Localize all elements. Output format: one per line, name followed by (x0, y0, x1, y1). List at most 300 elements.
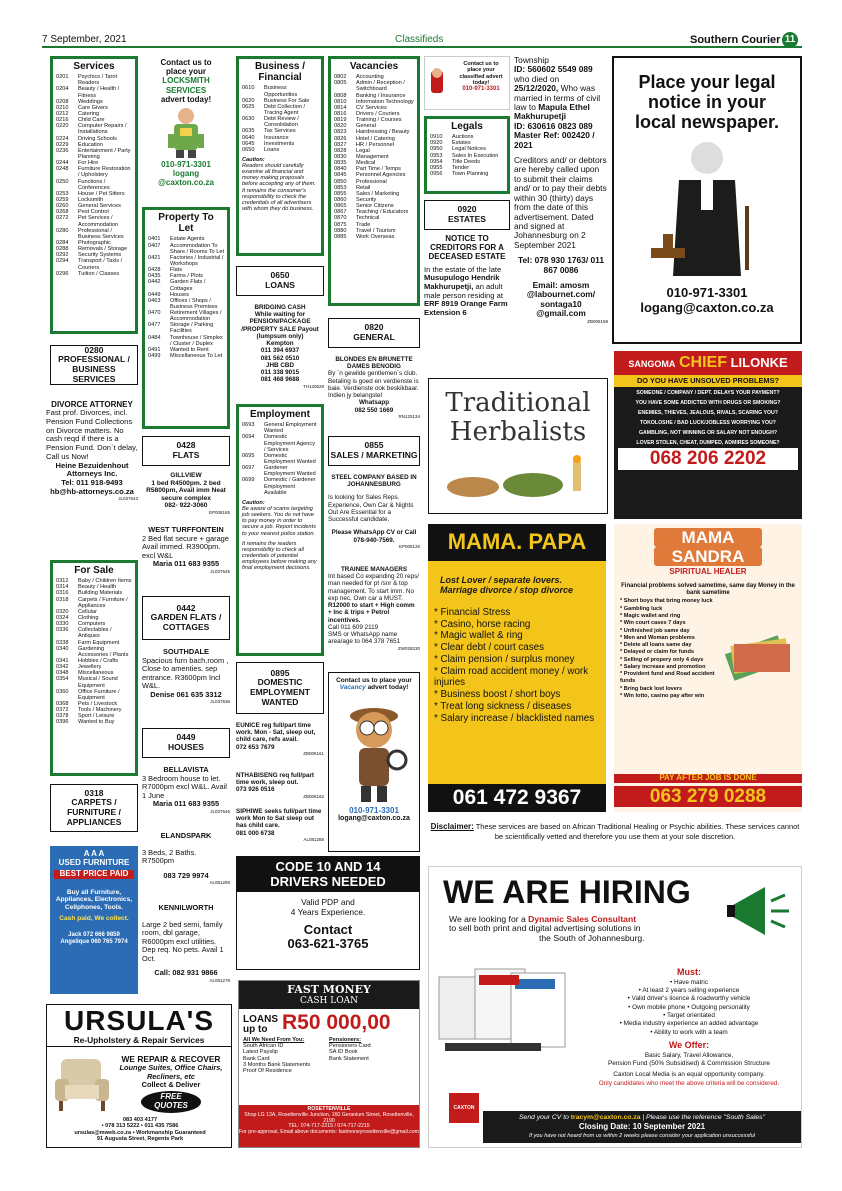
promo-line: advert today! (367, 684, 409, 692)
promo-line: classified advert (459, 73, 503, 80)
list-item: * Win court cases 7 days (620, 620, 686, 627)
category-label: CARPETS / FURNITURE / APPLIANCES (66, 797, 122, 827)
ad-title: URSULA'S (64, 1005, 214, 1036)
index-label: Miscellaneous To Let (170, 353, 223, 360)
index-label: House / Pet Sitters (78, 190, 125, 197)
index-code: 0342 (56, 664, 69, 671)
money-icon (724, 624, 794, 684)
list-item: YOU HAVE SOME ADDICTED WITH DRUGS OR SMOKING? (635, 400, 781, 407)
index-label: Drivers / Couriers (356, 111, 400, 118)
index-code: 0312 (56, 578, 69, 585)
ad-line: CHIEF (678, 354, 727, 371)
index-label: Farm Equipment (78, 639, 120, 646)
legal-notice-promo (612, 56, 802, 344)
ad-body: 3 Bedroom house to let. R7000pm excl W&L. Avail 1 June (142, 773, 227, 800)
index-code: 0280 (56, 227, 69, 234)
ad-phone: TEL: 074-717-2215 / 074-717-2215 (288, 1123, 370, 1130)
property-list (145, 236, 227, 359)
ad-ref: RN125134 (398, 413, 420, 419)
index-code: 0354 (56, 676, 69, 683)
index-code: 0318 (56, 596, 69, 603)
index-label: Security (356, 197, 377, 203)
ad-line: Send your CV to (519, 1114, 569, 1121)
bellavista-ad (142, 766, 230, 826)
list-item: LOVER STOLEN, CHEAT, DUMPED, ADMIRES SOMEONE? (636, 439, 780, 446)
notice-text: Who was married in terms of civil law to (514, 83, 601, 113)
requirements-heading: All We Need From You: (243, 1036, 305, 1043)
ad-title: BLONDES EN BRUNETTE DAMES BENODIG (335, 356, 413, 371)
promo-line: SERVICES (165, 85, 207, 95)
index-code: 0853 (334, 184, 347, 191)
index-label: Computer Repairs / Installations (78, 123, 127, 136)
index-label: Catering (78, 111, 100, 118)
index-code: 0372 (56, 707, 69, 714)
category-number: 0449 (176, 732, 196, 743)
vacancy-promo (328, 672, 420, 852)
index-code: 0268 (56, 209, 69, 216)
category-0318 (50, 784, 138, 832)
ad-firm: Heine Bezuidenhout Attorneys Inc. (55, 460, 129, 479)
index-label: Domestic / Gardener Employment Available (264, 477, 316, 496)
notice-text: Township (514, 56, 549, 65)
category-0280 (50, 345, 138, 385)
index-code: 0840 (334, 166, 347, 173)
index-row (56, 646, 132, 658)
promo-phone: 010-971-3301 (666, 285, 748, 301)
list-item: South African ID (243, 1043, 284, 1050)
list-item: * Delete all loans same day (620, 642, 692, 649)
category-0442 (142, 596, 230, 640)
ad-phone: 072 653 7679 (236, 743, 275, 751)
notice-creditors (424, 234, 510, 368)
category-number: 0442 (176, 602, 196, 613)
index-label: Accounting (356, 74, 384, 81)
ad-body: Int based Co expanding 20 reps/ man needed for pt /snr & top management. To start imm. No exp nec. Own car a MUST. (328, 573, 420, 602)
list-item: • Have matric (669, 978, 709, 986)
list-item: * Magic wallet and ring (620, 612, 681, 619)
index-code: 0236 (56, 147, 69, 154)
mama-papa-ad (428, 524, 606, 812)
ad-body: Is looking for Sales Reps. Experience, Own Car & Nights Out Are Essential for a Successful candidate. (328, 494, 414, 524)
ad-ref: AL081288 (303, 836, 324, 842)
ad-line: BEST PRICE PAID (54, 870, 134, 879)
list-item: * Gambling luck (620, 605, 663, 612)
category-number: 0318 (84, 787, 104, 798)
list-item: Pensioners Card (329, 1043, 371, 1050)
ad-line: PAY AFTER JOB IS DONE (614, 774, 802, 783)
index-code: 0860 (334, 197, 347, 203)
index-code: 0850 (334, 178, 347, 185)
index-row (148, 353, 224, 359)
ad-ref: JL037643 (118, 496, 138, 502)
list-item: Pension Fund (50% Subsidised) & Commission Structure (608, 1060, 770, 1067)
index-label: Tender (452, 164, 470, 171)
index-code: 0802 (334, 74, 347, 81)
ad-line: LOANS (243, 1013, 278, 1025)
vacancies-title: Vacancies (349, 61, 399, 72)
index-label: Computers (78, 621, 106, 628)
employment-title: Employment (249, 409, 310, 420)
ad-line: LILONKE (730, 355, 788, 370)
index-label: Town Planning (452, 171, 489, 178)
herbs-icon (433, 451, 603, 501)
promo-line: Vacancy (339, 684, 366, 692)
index-code: 0201 (56, 74, 69, 81)
ad-phone: 083 729 9974 (163, 870, 209, 880)
index-code: 0625 (242, 103, 255, 110)
index-code: 0885 (334, 233, 347, 240)
loan-amount: R50 000,00 (282, 1011, 391, 1035)
index-label: Removals / Storage (78, 246, 128, 253)
index-label: General Employment Wanted (264, 422, 317, 435)
disclaimer-text: These services are based on African Traditional Healing or Psychic abilities. These services cannot be scientifically vetted and therefore you use them at your sole discretion. (475, 822, 800, 841)
ad-phone: 061 472 9367 (428, 784, 606, 812)
promo-line: Contact us to (160, 58, 212, 67)
index-label: Sport / Leisure (78, 713, 115, 720)
index-label: Collectables / Antiques (78, 627, 112, 640)
index-code: 0259 (56, 197, 69, 203)
promo-email-domain: @caxton.co.za (158, 178, 214, 188)
ad-line: R12000 to start + High comm + Inc & trips + Petrol incentives. (328, 602, 415, 624)
index-code: 0204 (56, 86, 69, 93)
caution-text: Be aware of scams targeting job seekers. You do not have to pay money in order to secure a job. Report incidents to your nearest police station. (242, 506, 317, 537)
index-label: Sales / Marketing (356, 190, 400, 197)
index-label: Tuition / Classes (78, 270, 120, 277)
promo-line: place your (165, 67, 206, 77)
list-item: • Ability to work with a team (650, 1028, 728, 1036)
ad-phone: Maria 011 683 9355 (152, 799, 220, 809)
list-item: • Own mobile phone • Outgoing personality (628, 1003, 750, 1011)
ad-line: up to (243, 1023, 268, 1035)
locksmith-figure-icon (156, 106, 216, 158)
index-code: 0229 (56, 141, 69, 148)
index-code: 0470 (148, 310, 161, 317)
list-item: SOMEONE / COMPANY / DEPT. DELAYS YOUR PAYMENT? (636, 390, 780, 397)
index-row (148, 322, 224, 334)
ad-phone: 081 468 9688 (260, 376, 300, 384)
index-label: Training / Courses (356, 117, 402, 124)
index-code: 0288 (56, 246, 69, 253)
ad-title: STEEL COMPANY BASED IN JOHANNESBURG (331, 474, 417, 489)
promo-line: Contact us to place your (336, 677, 412, 684)
index-label: Estates (452, 140, 471, 147)
index-label: Trade (356, 221, 371, 228)
index-code: 0816 (334, 111, 347, 118)
ad-title: BRIDGING CASH (254, 304, 306, 311)
index-label: Office Furniture / Equipment (78, 688, 120, 701)
list-item: * Selling of propery only 4 days (620, 656, 704, 663)
list-item: • At least 2 years selling experience (638, 987, 740, 995)
sangoma-ad (614, 351, 802, 519)
ad-email: For pre-approval, Email above documents: fastmoneyrosettenville@gmail.com (239, 1129, 419, 1136)
index-code: 0407 (148, 242, 161, 249)
index-label: Business For Sale (264, 97, 310, 104)
index-label: Title Deeds (452, 158, 481, 165)
business-index (236, 56, 324, 256)
category-label: HOUSES (168, 742, 204, 752)
closing-date: Closing Date: 10 September 2021 (578, 1122, 706, 1132)
ad-body: While waiting for PENSION/PACKAGE /PROPERTY SALE Payout (lumpsum only) (241, 311, 319, 340)
index-label: Gardening Accessories / Plants (78, 645, 129, 658)
index-code: 0499 (148, 353, 161, 360)
index-label: Banking / Insurance (356, 92, 406, 99)
index-code: 0341 (56, 658, 69, 665)
trainee-managers-ad (328, 566, 420, 668)
caution-text: Readers should carefully examine all financial and money making proposals before accepting any of them. It remains the consumer's responsibility to check the credentials of all advertisers with whom they do business. (242, 163, 316, 213)
category-0920 (424, 200, 510, 230)
ad-ref: ZW028230 (397, 645, 420, 651)
index-row (242, 116, 318, 128)
index-label: Child Care (78, 117, 105, 124)
index-label: Hotel / Catering (356, 135, 395, 142)
index-code: 0296 (56, 270, 69, 277)
requirements-list (243, 1043, 329, 1074)
index-label: Domestic Employment Wanted (264, 452, 316, 466)
index-label: Pest Control (78, 209, 109, 216)
index-label: Functions / Conferences (78, 178, 110, 191)
index-label: Debt Review / Consolidation (264, 116, 299, 129)
index-code: 0695 (242, 452, 255, 459)
ad-line: Kempton (266, 340, 294, 348)
index-row (56, 689, 132, 701)
index-code: 0244 (56, 160, 69, 167)
index-code: 0699 (242, 477, 255, 484)
list-item: Bank Card (243, 1055, 270, 1062)
index-label: Professional (356, 178, 387, 185)
index-label: HR / Personnel (356, 141, 394, 148)
ad-line: Whatsapp (358, 399, 390, 407)
sangoma-header (614, 351, 802, 375)
ad-line: A A A (83, 849, 105, 858)
ad-body: EUNICE reg full/part time work. Mon - Sat, sleep out, child care, refs avail. (236, 722, 316, 744)
list-item: 3 Months Bank Statements (243, 1061, 311, 1068)
index-code: 0635 (242, 128, 255, 135)
ad-ref: ZB006159 (587, 318, 608, 324)
index-code: 0260 (56, 203, 69, 210)
index-label: Insurance (264, 134, 289, 141)
index-label: Retail (356, 184, 371, 191)
index-code: 0875 (334, 221, 347, 228)
index-code: 0284 (56, 239, 69, 246)
siphiwe-ad (236, 808, 324, 852)
ad-body: By `n gewilde gentlemen`s club. Betaling is goed en verdienste is baie. Verdienste ook beskikbaar. Indien jy belangstel (328, 370, 419, 400)
ad-body: NTHABISENG req full/part time work, sleep out. (236, 772, 315, 787)
index-code: 0640 (242, 134, 255, 141)
fast-money-header (239, 981, 419, 1009)
notice-text: In the estate of the late (424, 264, 502, 274)
vacancies-list (331, 74, 417, 240)
index-code: 0212 (56, 111, 69, 118)
ad-ref: AL081289 (209, 880, 230, 886)
ad-body: SIPHIWE seeks full/part time work Mon to Sat sleep out has child care. (236, 808, 322, 830)
category-0650 (236, 266, 324, 296)
disclaimer-heading: Disclaimer: (430, 822, 474, 831)
index-label: Baby / Children Items (78, 578, 132, 585)
category-label: PROFESSIONAL / BUSINESS SERVICES (58, 354, 130, 384)
index-label: Senior Citizens (356, 203, 394, 210)
ad-phone: 011 338 9015 (260, 369, 300, 377)
eunice-ad (236, 722, 324, 770)
category-number: 0820 (364, 322, 384, 333)
index-label: Management (356, 154, 389, 161)
index-label: Beauty / Health (78, 584, 117, 591)
index-code: 0820 (334, 123, 347, 130)
ad-title: KENNILWORTH (158, 904, 214, 912)
ad-line: Collect & Deliver (141, 1079, 201, 1089)
index-label: Legal Notices (452, 146, 486, 153)
notice-email: @labournet.com/ (526, 289, 596, 300)
loan-amount-row (239, 1009, 419, 1037)
index-label: Work Overseas (356, 233, 395, 240)
index-label: Teaching / Educators (356, 209, 409, 216)
index-code: 0880 (334, 227, 347, 234)
deceased-id: ID: 560602 5549 089 (514, 64, 593, 75)
ad-line: Cash paid, We collect. (59, 914, 129, 922)
index-label: Offices / Shops / Business Premises (170, 297, 218, 310)
index-row (56, 719, 132, 725)
list-item: Bank Statement (329, 1055, 369, 1062)
spouse-name: Mapula Ethel Makhurupetji (514, 102, 590, 122)
services-title: Services (73, 61, 115, 72)
index-row (56, 123, 132, 135)
index-label: Domestic Employment Agency / Services (264, 434, 315, 453)
index-code: 0491 (148, 346, 161, 353)
blondes-ad (328, 356, 420, 428)
ad-email: hb@hb-attorneys.co.za (50, 486, 134, 496)
index-code: 0808 (334, 92, 347, 99)
index-row (242, 477, 318, 495)
ad-title: SANDRA (654, 547, 762, 566)
elandspark-ad (142, 832, 230, 902)
index-code: 0826 (334, 135, 347, 142)
fast-money-footer (239, 1105, 419, 1147)
index-code: 0428 (148, 267, 161, 274)
promo-email-user: logang (172, 169, 200, 179)
legals-list (427, 134, 507, 177)
list-item: ENEMIES, THIEVES, JEALOUS, RIVALS, SCARING YOU? (638, 409, 778, 416)
ad-line: Buy all Furniture, Appliances, Electronics, Cellphones, Tools. (55, 888, 133, 911)
index-code: 0224 (56, 135, 69, 142)
category-number: 0428 (176, 440, 196, 451)
category-label: GARDEN FLATS / COTTAGES (150, 612, 222, 632)
index-code: 0630 (242, 116, 255, 123)
index-row (242, 465, 318, 477)
ad-body: 2 Bed flat secure + garage Avail immed. R3900pm. excl W&L (142, 533, 229, 560)
ad-phone: Jack 072 666 9859 (68, 932, 120, 939)
index-code: 0294 (56, 258, 69, 265)
index-code: 0324 (56, 615, 69, 622)
steel-company-ad (328, 474, 420, 562)
index-label: General Services (78, 203, 121, 210)
hiring-role: Dynamic Sales Consultant (528, 913, 637, 924)
list-item: • Valid driver's licence & roadworthy vehicle (627, 995, 751, 1003)
issue-date: 7 September, 2021 (42, 34, 127, 45)
ad-phone: Call: 082 931 9866 (154, 968, 218, 978)
list-item: * Men and Woman problems (620, 634, 695, 641)
forsale-list (53, 578, 135, 725)
ad-body: 3 Beds, 2 Baths. R7500pm (142, 847, 197, 866)
index-row (242, 453, 318, 465)
notice-tel: Tel: 078 930 1763/ 011 867 0086 (518, 255, 604, 275)
index-row (242, 422, 318, 434)
hiring-ad (428, 866, 802, 1148)
index-row (242, 85, 318, 97)
index-label: Security Systems (78, 252, 122, 259)
index-label: Tax Services (264, 128, 296, 135)
index-label: Loans (264, 146, 280, 153)
list-item: * Casino, horse racing (434, 618, 531, 630)
index-row (56, 74, 132, 86)
index-code: 0316 (56, 590, 69, 597)
ad-title: WEST TURFFONTEIN (148, 526, 224, 534)
index-label: Pet Services / Accommodation (78, 215, 119, 228)
index-code: 0449 (148, 291, 161, 298)
index-row (56, 228, 132, 240)
list-item: • Media industry experience an added advantage (619, 1020, 759, 1028)
index-label: Debt Collection / Tracing Agent (264, 103, 306, 116)
must-list (579, 979, 799, 1037)
index-row (242, 434, 318, 452)
index-label: Jewellery (78, 664, 102, 671)
ad-phone: 063 279 0288 (614, 786, 802, 807)
index-label: Gardener Employment Wanted (264, 465, 316, 478)
index-code: 0463 (148, 297, 161, 304)
caxton-logo: CAXTON (449, 1093, 479, 1123)
publication-name: Southern Courier (690, 34, 781, 46)
index-label: Carpets / Furniture / Appliances (78, 596, 128, 609)
index-code: 0956 (430, 171, 443, 178)
ad-line: 4 Years Experience. (290, 906, 366, 917)
index-code: 0865 (334, 203, 347, 210)
index-row (148, 335, 224, 347)
index-code: 0396 (56, 719, 69, 726)
index-code: 0435 (148, 273, 161, 280)
index-row (56, 627, 132, 639)
ad-ref: EP008165 (208, 509, 230, 515)
ad-ref: TH120628 (302, 383, 324, 389)
page-number: 11 (782, 32, 798, 48)
index-row (148, 255, 224, 267)
index-row (56, 597, 132, 609)
hiring-footer (483, 1111, 801, 1143)
loan-requirements (239, 1037, 419, 1075)
ad-title: DIVORCE ATTORNEY (51, 400, 133, 409)
index-code: 0292 (56, 252, 69, 259)
index-code: 0401 (148, 236, 161, 243)
ad-line: CASH LOAN (300, 996, 358, 1007)
category-label: SALES / MARKETING (330, 450, 418, 460)
index-code: 0421 (148, 254, 161, 261)
offer-list (579, 1052, 799, 1069)
index-row (148, 298, 224, 310)
legals-index (424, 116, 510, 194)
list-item: * Magic wallet & ring (434, 630, 523, 642)
mama-sandra-ad (614, 524, 802, 812)
category-label: DOMESTIC EMPLOYMENT WANTED (250, 677, 310, 707)
index-label: Care Givers (78, 104, 108, 111)
ad-ref: AL081278 (209, 977, 230, 983)
ad-phone: Angelique 060 765 7974 (60, 939, 128, 946)
promo-phone: 010-971-3301 (349, 805, 399, 815)
ad-line: CODE 10 AND 14 (275, 859, 381, 874)
index-label: Townhouse / Simplex / Cluster / Duplex (170, 334, 223, 347)
ad-phone: Please WhatsApp CV or Call 078-940-7569. (331, 529, 417, 544)
list-item: * Salary increase and promotion (620, 663, 706, 670)
ad-line: WE REPAIR & RECOVER (121, 1054, 221, 1064)
ad-phone: 068 206 2202 (618, 448, 798, 469)
classified-promo (424, 56, 510, 110)
bridging-cash-ad (236, 304, 324, 396)
